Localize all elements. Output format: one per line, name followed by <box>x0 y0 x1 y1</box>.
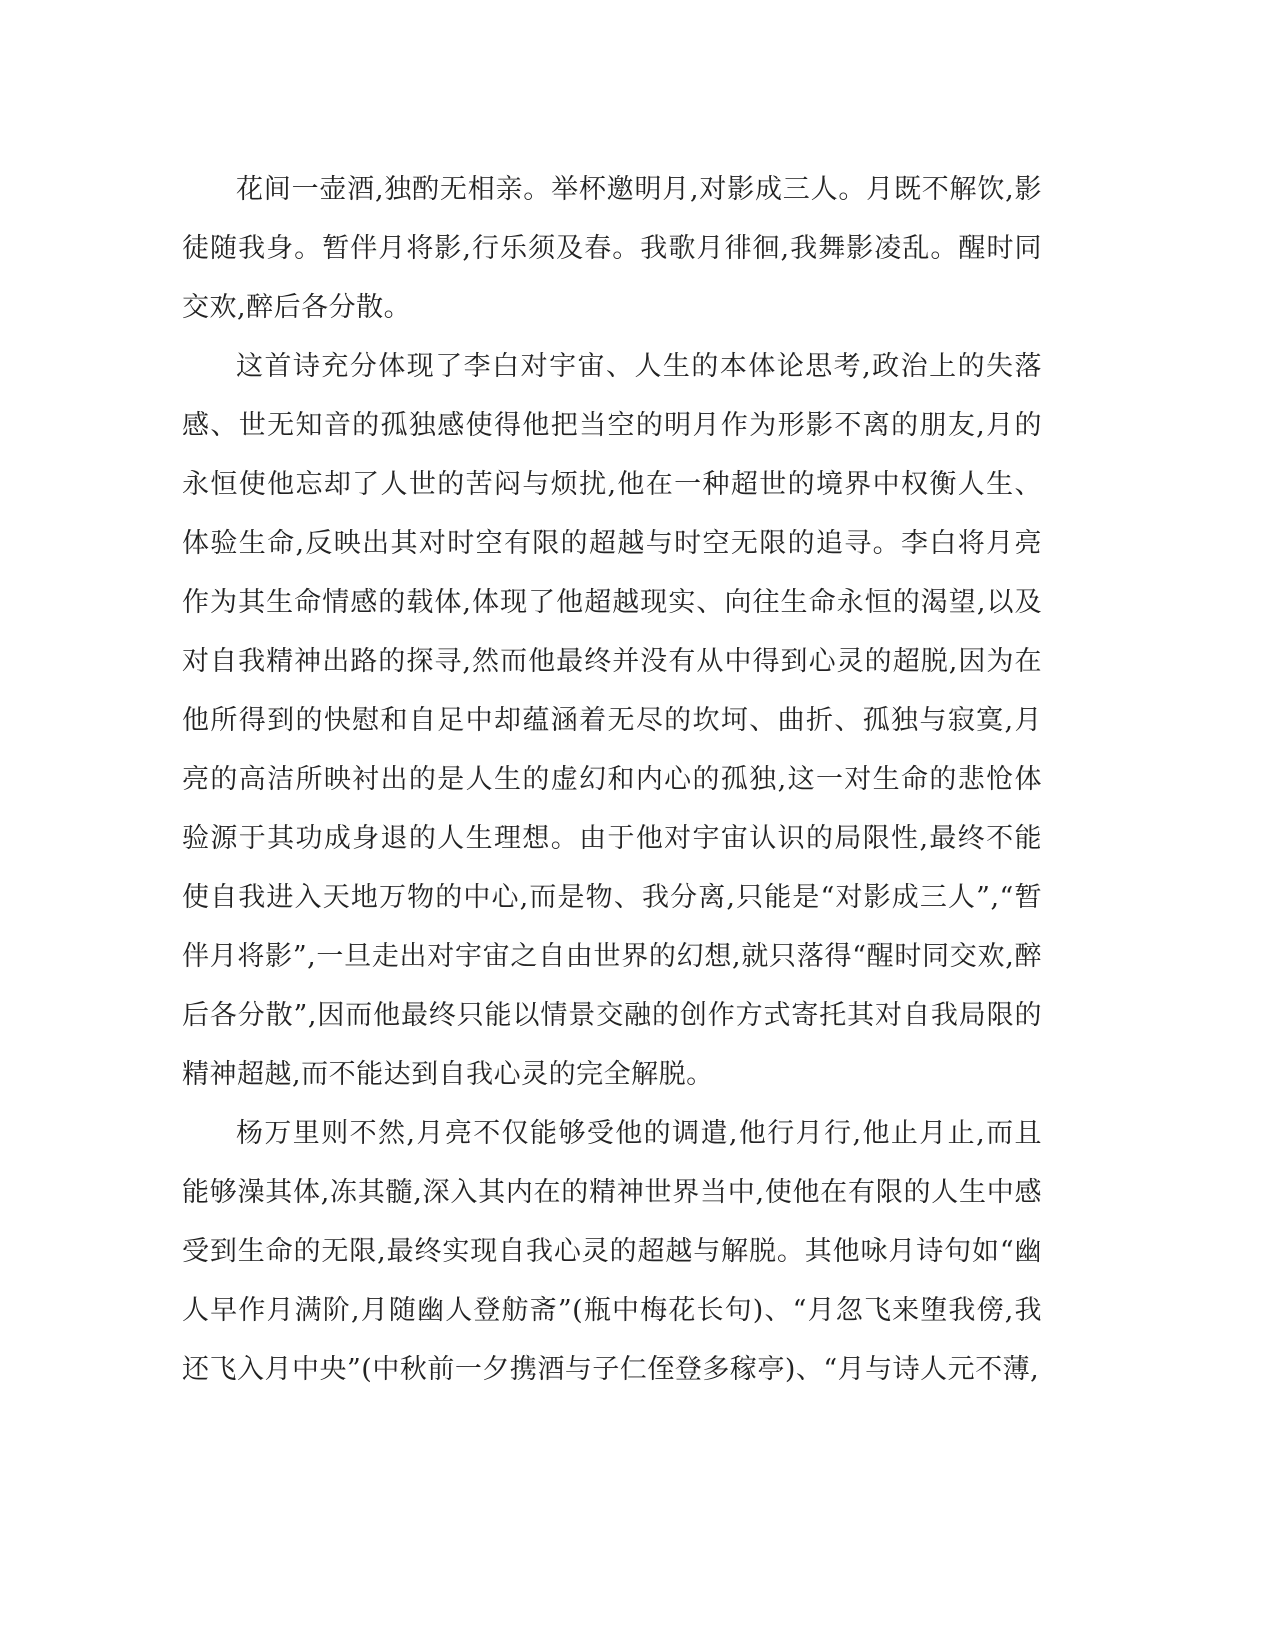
paragraph-poem: 花间一壶酒,独酌无相亲。举杯邀明月,对影成三人。月既不解饮,影徒随我身。暂伴月将影,行乐须及春。我歌月徘徊,我舞影凌乱。醒时同交欢,醉后各分散。 <box>182 174 1042 323</box>
paragraph-li-bai-analysis: 这首诗充分体现了李白对宇宙、人生的本体论思考,政治上的失落感、世无知音的孤独感使得他把当空的明月作为形影不离的朋友,月的永恒使他忘却了人世的苦闷与烦扰,他在一种超世的境界中权衡人生、体验生命,反映出其对时空有限的超越与时空无限的追寻。李白将月亮作为其生命情感的载体,体现了他超越现实、向往生命永恒的渴望,以及对自我精神出路的探寻,然而他最终并没有从中得到心灵的超脱,因为在他所得到的快慰和自足中却蕴涵着无尽的坎坷、曲折、孤独与寂寞,月亮的高洁所映衬出的是人生的虚幻和内心的孤独,这一对生命的悲怆体验源于其功成身退的人生理想。由于他对宇宙认识的局限性,最终不能使自我进入天地万物的中心,而是物、我分离,只能是“对影成三人”,“暂伴月将影”,一旦走出对宇宙之自由世界的幻想,就只落得“醒时同交欢,醉后各分散”,因而他最终只能以情景交融的创作方式寄托其对自我局限的精神超越,而不能达到自我心灵的完全解脱。 <box>182 351 1042 1090</box>
paragraph-yang-wanli: 杨万里则不然,月亮不仅能够受他的调遣,他行月行,他止月止,而且能够澡其体,冻其髓,深入其内在的精神世界当中,使他在有限的人生中感受到生命的无限,最终实现自我心灵的超越与解脱。其他咏月诗句如“幽人早作月满阶,月随幽人登舫斋”(瓶中梅花长句)、“月忽飞来堕我傍,我还飞入月中央”(中秋前一夕携酒与子仁侄登多稼亭)、“月与诗人元不薄, <box>182 1118 1042 1385</box>
body-text <box>182 160 1042 1399</box>
